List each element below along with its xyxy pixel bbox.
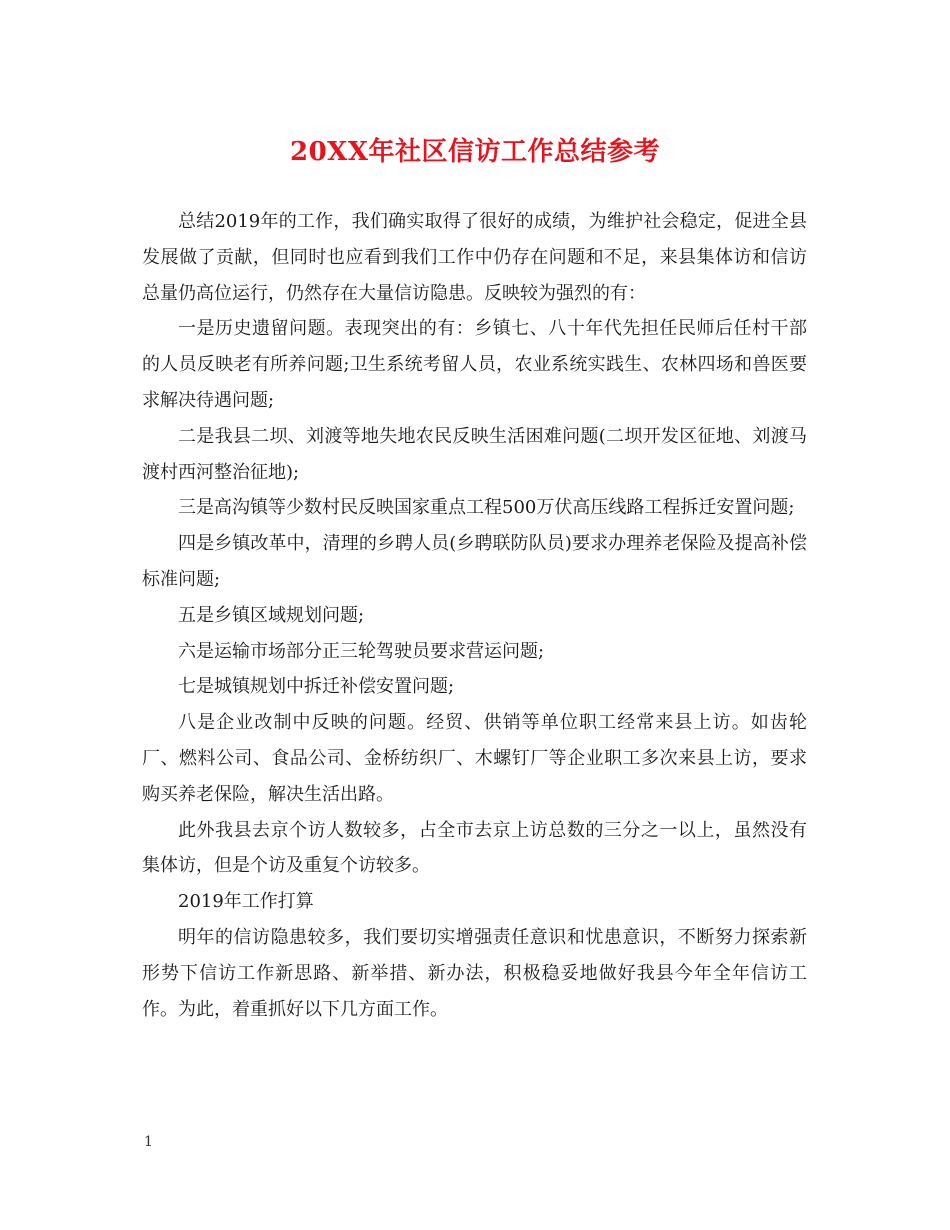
paragraph: 二是我县二坝、刘渡等地失地农民反映生活困难问题(二坝开发区征地、刘渡马渡村西河整治征地);: [142, 425, 807, 483]
page-number: 1: [144, 1134, 153, 1150]
paragraph: 四是乡镇改革中，清理的乡聘人员(乡聘联防队员)要求办理养老保险及提高补偿标准问题;: [142, 533, 807, 590]
paragraph: 六是运输市场部分正三轮驾驶员要求营运问题;: [178, 640, 545, 662]
paragraph: 三是高沟镇等少数村民反映国家重点工程500万伏高压线路工程拆迁安置问题;: [178, 497, 795, 519]
section-heading: 2019年工作打算: [178, 891, 314, 913]
paragraph: 八是企业改制中反映的问题。经贸、供销等单位职工经常来县上访。如齿轮厂、燃料公司、食品公司、金桥纺织厂、木螺钉厂等企业职工多次来县上访，要求购买养老保险，解决生活出路。: [142, 712, 807, 805]
paragraph: 五是乡镇区域规划问题;: [178, 604, 365, 626]
paragraph: 此外我县去京个访人数较多，占全市去京上访总数的三分之一以上，虽然没有集体访，但是个访及重复个访较多。: [142, 819, 807, 877]
paragraph: 明年的信访隐患较多，我们要切实增强责任意识和忧患意识，不断努力探索新形势下信访工作新思路、新举措、新办法，积极稳妥地做好我县今年全年信访工作。为此，着重抓好以下几方面工作。: [142, 926, 807, 1020]
paragraph: 七是城镇规划中拆迁补偿安置问题;: [178, 676, 455, 698]
paragraph: 一是历史遗留问题。表现突出的有：乡镇七、八十年代先担任民师后任村干部的人员反映老有所养问题;卫生系统考留人员，农业系统实践生、农林四场和兽医要求解决待遇问题;: [142, 318, 807, 411]
paragraph: 总结2019年的工作，我们确实取得了很好的成绩，为维护社会稳定，促进全县发展做了贡献，但同时也应看到我们工作中仍存在问题和不足，来县集体访和信访总量仍高位运行，仍然存在大量信访隐患。反映较为强烈的有：: [142, 211, 807, 304]
document-title: 20XX年社区信访工作总结参考: [289, 137, 661, 167]
document-body: [142, 204, 807, 1027]
